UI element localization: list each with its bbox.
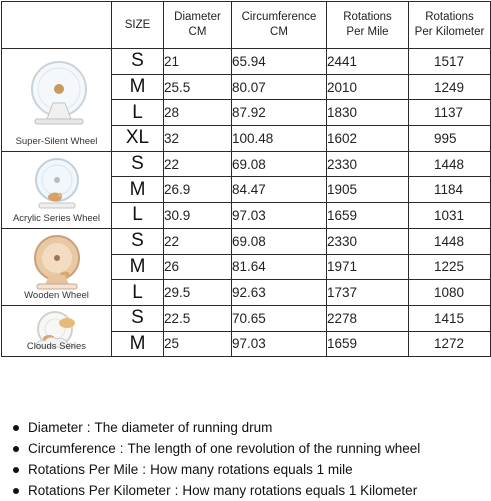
size-cell: M bbox=[112, 331, 164, 357]
definition-term: Diameter bbox=[28, 420, 83, 435]
circumference-cell: 65.94 bbox=[232, 49, 327, 75]
circumference-cell: 97.03 bbox=[232, 331, 327, 357]
definition-term: Circumference bbox=[28, 441, 116, 456]
definitions-list bbox=[0, 417, 491, 501]
rpm-cell: 2330 bbox=[327, 151, 409, 177]
bullet-icon bbox=[13, 425, 19, 431]
size-cell: M bbox=[112, 177, 164, 203]
diameter-cell: 29.5 bbox=[164, 280, 232, 306]
rpk-cell: 1080 bbox=[409, 280, 491, 306]
definition-term: Rotations Per Mile bbox=[28, 462, 139, 477]
rpm-cell: 1971 bbox=[327, 254, 409, 280]
table-row bbox=[2, 49, 491, 75]
definition-term: Rotations Per Kilometer bbox=[28, 483, 171, 498]
table-row bbox=[2, 305, 491, 331]
diameter-cell: 32 bbox=[164, 126, 232, 152]
header-diameter: Diameter CM bbox=[164, 2, 232, 49]
rpk-cell: 995 bbox=[409, 126, 491, 152]
definition-item: Circumference : The length of one revolution of the running wheel bbox=[0, 438, 491, 459]
header-rotations-per-kilometer: Rotations Per Kilometer bbox=[409, 2, 491, 49]
size-cell: S bbox=[112, 228, 164, 254]
circumference-cell: 97.03 bbox=[232, 203, 327, 229]
diameter-cell: 22 bbox=[164, 151, 232, 177]
wheel-image-clouds bbox=[2, 305, 112, 356]
header-rotations-per-mile: Rotations Per Mile bbox=[327, 2, 409, 49]
size-cell: L bbox=[112, 100, 164, 126]
definition-item: Diameter : The diameter of running drum bbox=[0, 417, 491, 438]
rpm-cell: 2441 bbox=[327, 49, 409, 75]
wheel-name: Acrylic Series Wheel bbox=[12, 212, 101, 224]
diameter-cell: 22 bbox=[164, 228, 232, 254]
size-cell: S bbox=[112, 151, 164, 177]
circumference-cell: 84.47 bbox=[232, 177, 327, 203]
wooden-wheel-icon bbox=[27, 233, 87, 291]
bullet-icon bbox=[13, 446, 19, 452]
size-cell: S bbox=[112, 49, 164, 75]
rpk-cell: 1272 bbox=[409, 331, 491, 357]
circumference-cell: 80.07 bbox=[232, 74, 327, 100]
rpm-cell: 2278 bbox=[327, 305, 409, 331]
diameter-cell: 28 bbox=[164, 100, 232, 126]
rpm-cell: 1659 bbox=[327, 203, 409, 229]
definition-item: Rotations Per Mile : How many rotations equals 1 mile bbox=[0, 459, 491, 480]
size-cell: XL bbox=[112, 126, 164, 152]
definition-text: How many rotations equals 1 mile bbox=[150, 462, 353, 477]
rpk-cell: 1448 bbox=[409, 228, 491, 254]
rpk-cell: 1137 bbox=[409, 100, 491, 126]
diameter-cell: 22.5 bbox=[164, 305, 232, 331]
rpm-cell: 1830 bbox=[327, 100, 409, 126]
rpk-cell: 1225 bbox=[409, 254, 491, 280]
circumference-cell: 69.08 bbox=[232, 228, 327, 254]
size-cell: L bbox=[112, 280, 164, 306]
circumference-cell: 70.65 bbox=[232, 305, 327, 331]
diameter-cell: 26 bbox=[164, 254, 232, 280]
table-row bbox=[2, 151, 491, 177]
wheel-name: Super-Silent Wheel bbox=[15, 135, 98, 147]
wheel-name: Wooden Wheel bbox=[24, 289, 89, 301]
diameter-cell: 30.9 bbox=[164, 203, 232, 229]
rpm-cell: 2010 bbox=[327, 74, 409, 100]
circumference-cell: 92.63 bbox=[232, 280, 327, 306]
header-row bbox=[2, 2, 491, 49]
size-cell: L bbox=[112, 203, 164, 229]
bullet-icon bbox=[13, 467, 19, 473]
definition-item: Rotations Per Kilometer : How many rotations equals 1 Kilometer bbox=[0, 480, 491, 501]
size-cell: M bbox=[112, 254, 164, 280]
size-cell: S bbox=[112, 305, 164, 331]
bullet-icon bbox=[13, 488, 19, 494]
rpk-cell: 1517 bbox=[409, 49, 491, 75]
definition-text: The length of one revolution of the running wheel bbox=[127, 441, 421, 456]
circumference-cell: 87.92 bbox=[232, 100, 327, 126]
wheel-image-wooden bbox=[2, 228, 112, 305]
definition-text: How many rotations equals 1 Kilometer bbox=[182, 483, 418, 498]
acrylic-wheel-icon bbox=[27, 156, 87, 212]
size-cell: M bbox=[112, 74, 164, 100]
rpm-cell: 1905 bbox=[327, 177, 409, 203]
super-silent-wheel-icon bbox=[25, 57, 89, 129]
rpm-cell: 1737 bbox=[327, 280, 409, 306]
rpm-cell: 1659 bbox=[327, 331, 409, 357]
definition-text: The diameter of running drum bbox=[94, 420, 273, 435]
rpk-cell: 1184 bbox=[409, 177, 491, 203]
circumference-cell: 81.64 bbox=[232, 254, 327, 280]
wheel-image-super-silent bbox=[2, 49, 112, 152]
spec-table bbox=[1, 1, 491, 357]
wheel-name: Clouds Series bbox=[26, 341, 87, 353]
diameter-cell: 26.9 bbox=[164, 177, 232, 203]
circumference-cell: 100.48 bbox=[232, 126, 327, 152]
diameter-cell: 25 bbox=[164, 331, 232, 357]
diameter-cell: 21 bbox=[164, 49, 232, 75]
circumference-cell: 69.08 bbox=[232, 151, 327, 177]
header-circumference: Circumference CM bbox=[232, 2, 327, 49]
header-image bbox=[2, 2, 112, 49]
diameter-cell: 25.5 bbox=[164, 74, 232, 100]
table-row bbox=[2, 228, 491, 254]
wheel-image-acrylic bbox=[2, 151, 112, 228]
rpk-cell: 1249 bbox=[409, 74, 491, 100]
rpk-cell: 1415 bbox=[409, 305, 491, 331]
rpk-cell: 1031 bbox=[409, 203, 491, 229]
rpk-cell: 1448 bbox=[409, 151, 491, 177]
rpm-cell: 2330 bbox=[327, 228, 409, 254]
header-size: SIZE bbox=[112, 2, 164, 49]
rpm-cell: 1602 bbox=[327, 126, 409, 152]
